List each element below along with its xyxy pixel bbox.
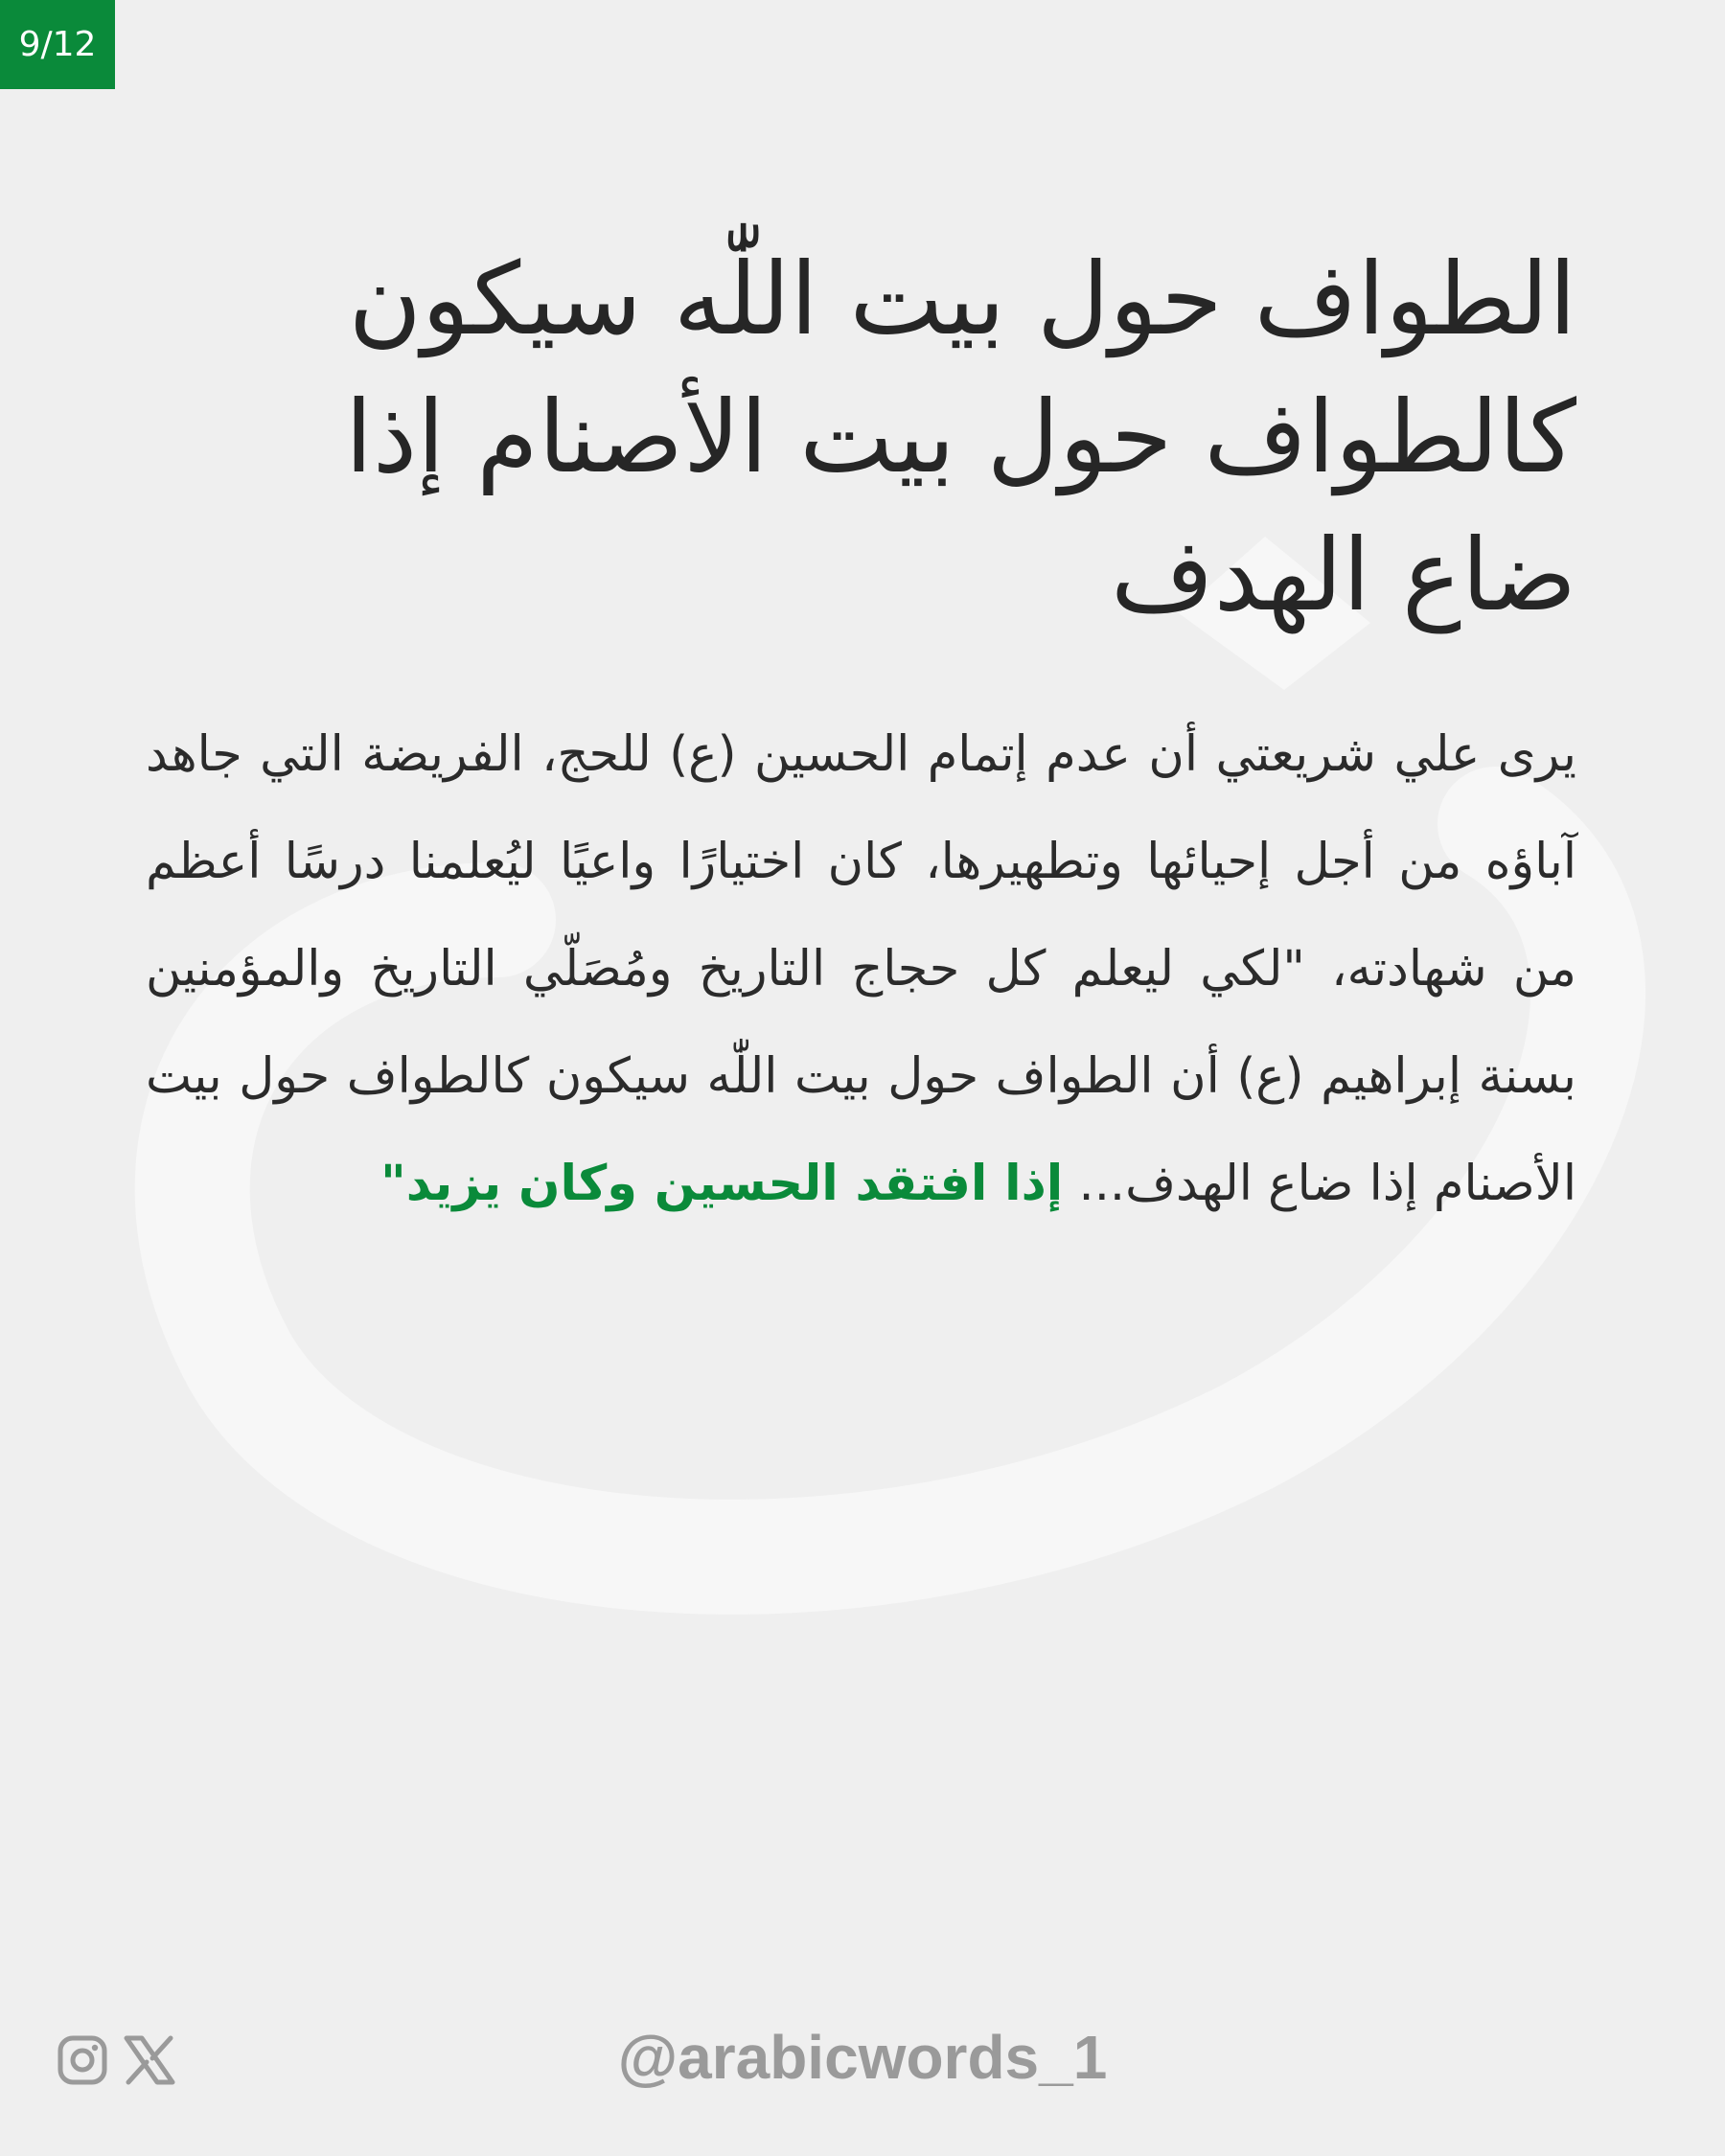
headline: الطواف حول بيت اللّٰه سيكون كالطواف حول بيت الأصنام إذا ضاع الهدف: [345, 241, 1576, 633]
account-handle[interactable]: @arabicwords_1: [617, 2023, 1108, 2092]
body-text: يرى علي شريعتي أن عدم إتمام الحسين (ع) للحج، الفريضة التي جاهد آباؤه من أجل إحيائها وتطهيرها، كان اختيارًا واعيًا ليُعلمنا درسًا أعظم من شهادته، "لكي ليعلم كل حجاج التاريخ ومُصَلّي التاريخ والمؤمنين بسنة إبراهيم (ع) أن الطواف حول بيت اللّٰه سيكون كالطواف حول بيت الأصنام إذا ضاع الهدف...: [146, 726, 1576, 1212]
body-highlight: إذا افتقد الحسين وكان يزيد": [380, 1156, 1064, 1212]
page-counter-badge: 9/12: [0, 0, 115, 89]
body-paragraph: [146, 701, 1576, 1238]
